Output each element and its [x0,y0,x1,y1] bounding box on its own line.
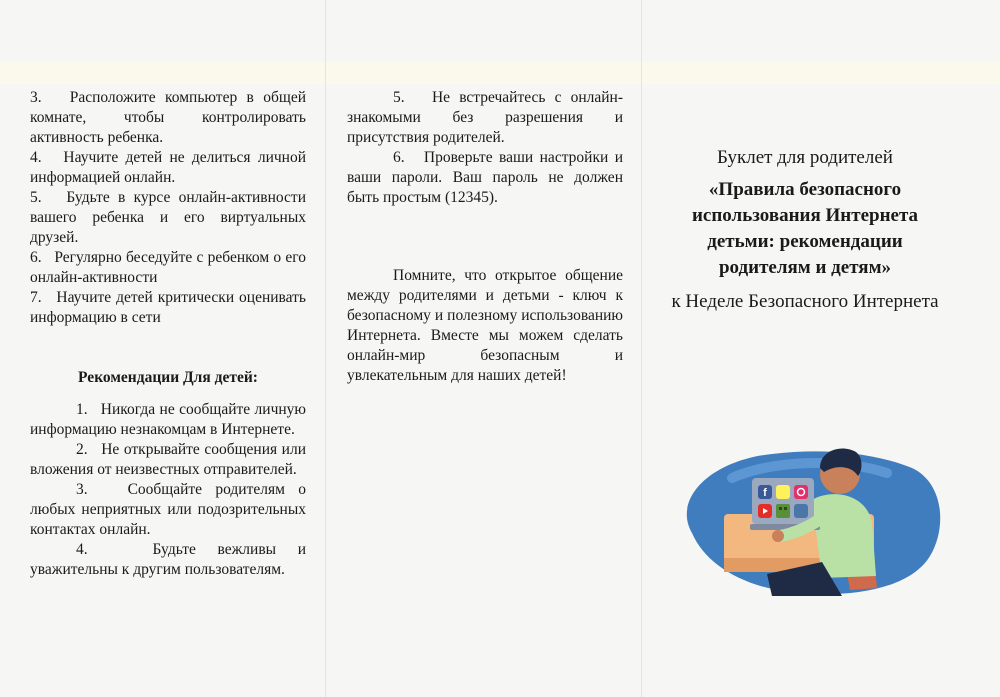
booklet-subtitle: к Неделе Безопасного Интернета [671,291,939,312]
parent-tip-5: 5. Будьте в курсе онлайн-активности вашего ребенка и его виртуальных друзей. [30,189,306,246]
scan-streak [0,62,1000,84]
closing-paragraph: Помните, что открытое общение между родителями и детьми - ключ к безопасному и полезному использованию Интернета. Вместе мы можем сделать онлайн-мир безопасным и увлекательным для наших детей! [347,267,623,384]
vk-icon [794,504,808,518]
kids-tip-5: 5. Не встречайтесь с онлайн-знакомыми без разрешения и присутствия родителей. [347,89,623,146]
fold-line-left [325,0,326,697]
kids-heading: Рекомендации Для детей: [78,369,258,386]
kids-tip-2: 2. Не открывайте сообщения или вложения от неизвестных отправителей. [30,441,306,478]
booklet-label: Буклет для родителей [717,147,893,168]
booklet-title: «Правила безопасного использования Интернета детьми: рекомендации родителям и детям» [691,179,919,278]
left-column [30,88,306,580]
child-hand [772,530,784,542]
fold-line-right [641,0,642,697]
child-at-laptop-illustration [672,438,944,596]
parent-tip-7: 7. Научите детей критически оценивать информацию в сети [30,289,306,326]
parent-tip-4: 4. Научите детей не делиться личной информацией онлайн. [30,149,306,186]
kids-tip-3: 3. Сообщайте родителям о любых неприятных или подозрительных контактах онлайн. [30,481,306,538]
kids-tip-6: 6. Проверьте ваши настройки и ваши пароли. Ваш пароль не должен быть простым (12345). [347,149,623,206]
instagram-icon [794,485,808,499]
snapchat-icon [776,485,790,499]
parent-tip-3: 3. Расположите компьютер в общей комнате, чтобы контролировать активность ребенка. [30,89,306,146]
kids-tip-4: 4. Будьте вежливы и уважительны к другим пользователям. [30,541,306,578]
minecraft-icon [776,504,790,518]
parent-tip-6: 6. Регулярно беседуйте с ребенком о его онлайн-активности [30,249,306,286]
middle-column [347,88,623,386]
svg-text:f: f [763,487,767,499]
cover-column [660,145,950,315]
kids-tip-1: 1. Никогда не сообщайте личную информацию незнакомцам в Интернете. [30,401,306,438]
